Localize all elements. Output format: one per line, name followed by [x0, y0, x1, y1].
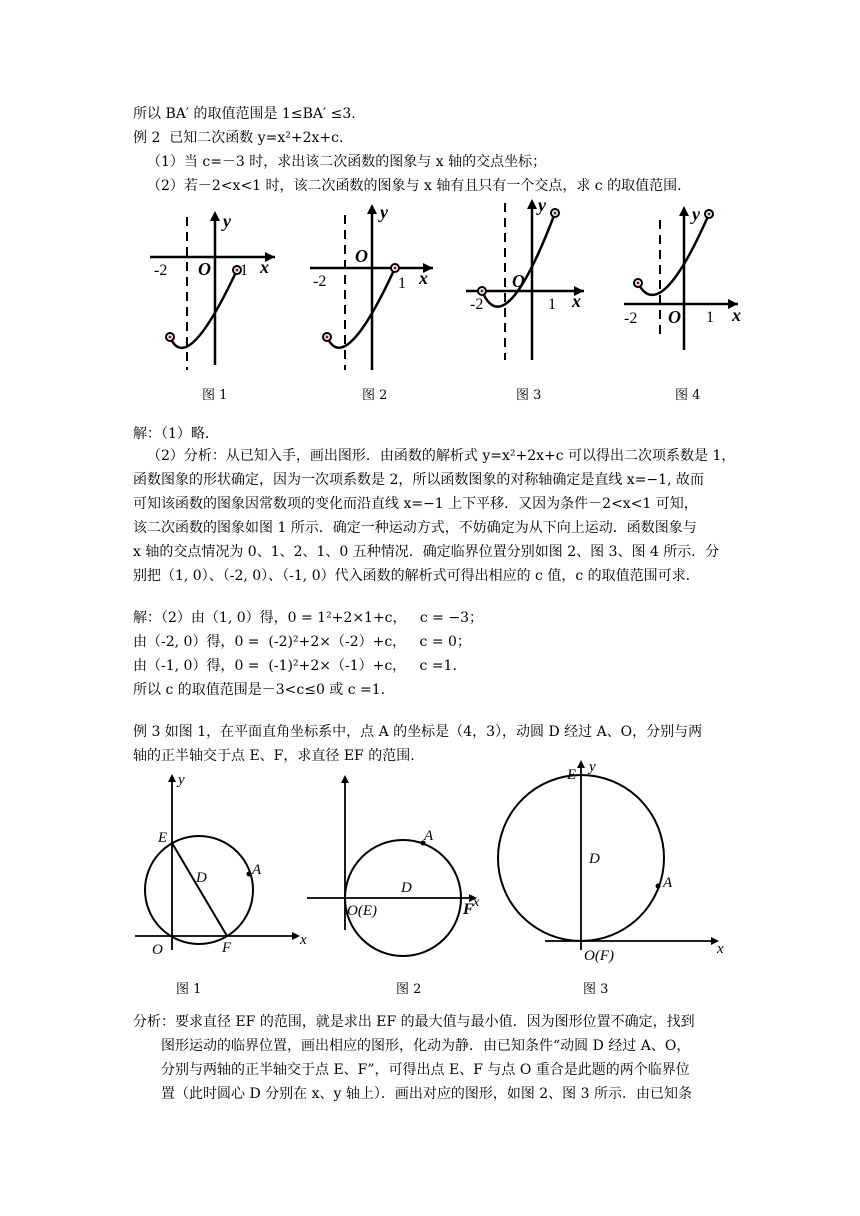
diameter-ef	[172, 843, 227, 936]
example2-question2: （2）若－2<x<1 时，该二次函数的图象与 x 轴有且只有一个交点，求 c 的取值范围.	[147, 178, 682, 194]
analysis2-line: 分别与两轴的正半轴交于点 E、F”，可得出点 E、F 与点 O 重合是此题的两个临界位	[161, 1062, 690, 1078]
label-x: x	[300, 932, 307, 948]
parabola-curve	[482, 213, 555, 307]
label-y: y	[178, 772, 185, 788]
parabola-curve	[638, 214, 709, 295]
label-d: D	[196, 870, 207, 886]
analysis-line: 该二次函数的图象如图 1 所示．确定一种运动方式，不妨确定为从下向上运动．函数图象与	[133, 520, 697, 536]
example3-line: 例 3 如图 1，在平面直角坐标系中，点 A 的坐标是（4，3），动圆 D 经过 A、O，分别与两	[133, 724, 703, 740]
label-o-f: O(F)	[584, 948, 614, 964]
analysis2-line: 置（此时圆心 D 分别在 x、y 轴上）．画出对应的图形，如图 2、图 3 所示．由已知条	[161, 1086, 692, 1102]
caption-fig4: 图 4	[675, 388, 701, 403]
caption-fig2: 图 2	[362, 388, 388, 403]
label-a: A	[663, 875, 673, 891]
label-one: 1	[548, 296, 556, 313]
label-d: D	[589, 851, 600, 867]
point-a	[656, 884, 661, 889]
label-y: y	[589, 759, 596, 775]
circle-figure-3	[495, 755, 725, 970]
label-minus2: -2	[313, 273, 327, 290]
label-e: E	[567, 767, 577, 783]
label-x: x	[717, 941, 724, 957]
label-y: y	[380, 202, 388, 222]
analysis-line: （2）分析：从已知入手，画出图形．由函数的解析式 y=x²+2x+c 可以得出二次项系数是 1，	[147, 448, 736, 464]
solution-conclusion: 所以 c 的取值范围是－3<c≤0 或 c =1.	[133, 682, 386, 698]
label-o: O	[152, 942, 163, 958]
analysis-line: 别把（1, 0）、（-2, 0）、（-1, 0）代入函数的解析式可得出相应的 c 值，c 的取值范围可求.	[133, 568, 691, 584]
label-minus2: -2	[470, 296, 484, 313]
caption-fig3: 图 3	[516, 388, 542, 403]
analysis-line: x 轴的交点情况为 0、1、2、1、0 五种情况．确定临界位置分别如图 2、图 3、图 4 所示．分	[133, 544, 720, 560]
parabola-figure-4	[620, 200, 760, 375]
label-minus2: -2	[624, 310, 638, 327]
example2-title: 例 2 已知二次函数 y=x²+2x+c.	[133, 130, 344, 146]
solution-line: 解：（2）由（1, 0）得，0 = 1²+2×1+c， c = −3；	[133, 610, 483, 626]
label-origin: O	[512, 271, 525, 291]
analysis2-line: 图形运动的临界位置，画出相应的图形，化动为静．由已知条件“动圆 D 经过 A、O，	[161, 1038, 691, 1054]
parabola-figure-2	[305, 200, 445, 375]
analysis-line: 可知该函数的图象因常数项的变化而沿直线 x=−1 上下平移．又因为条件－2<x<1 可知，	[133, 496, 698, 512]
label-y: y	[223, 211, 231, 231]
label-a: A	[424, 828, 434, 844]
analysis-line: 函数图象的形状确定，因为一次项系数是 2，所以函数图象的对称轴确定是直线 x=−1, 故而	[133, 472, 704, 488]
parabola-curve	[327, 268, 395, 348]
solution-part1: 解：（1）略.	[133, 426, 210, 442]
circle-figure-1	[130, 770, 310, 960]
label-o-e: O(E)	[347, 903, 377, 919]
caption-circle-fig2: 图 2	[396, 982, 422, 997]
label-one: 1	[398, 275, 406, 292]
parabola-curve	[170, 270, 237, 348]
label-a: A	[252, 862, 262, 878]
example3-line: 轴的正半轴交于点 E、F，求直径 EF 的范围.	[133, 748, 415, 764]
label-origin: O	[668, 307, 681, 327]
analysis2-line: 分析：要求直径 EF 的范围，就是求出 EF 的最大值与最小值．因为图形位置不确定，找到	[133, 1014, 695, 1030]
label-origin: O	[198, 259, 211, 279]
caption-fig1: 图 1	[202, 388, 228, 403]
caption-circle-fig1: 图 1	[176, 982, 202, 997]
label-x: x	[260, 257, 269, 277]
point-a	[247, 872, 252, 877]
label-d: D	[401, 880, 412, 896]
example2-question1: （1）当 c=－3 时，求出该二次函数的图象与 x 轴的交点坐标；	[147, 154, 547, 170]
label-x: x	[419, 268, 428, 288]
parabola-figure-1	[140, 205, 280, 380]
label-x: x	[473, 895, 480, 910]
label-minus2: -2	[154, 262, 168, 279]
label-one: 1	[240, 262, 248, 279]
parabola-figure-3	[462, 195, 602, 370]
label-y: y	[692, 204, 700, 224]
label-e: E	[158, 830, 168, 846]
caption-circle-fig3: 图 3	[583, 982, 609, 997]
label-one: 1	[706, 309, 714, 326]
label-origin: O	[355, 246, 368, 266]
solution-line: 由（-1, 0）得，0 = (-1)²+2×（-1）+c， c =1.	[133, 658, 457, 674]
label-x: x	[572, 291, 581, 311]
solution-line: 由（-2, 0）得，0 = (-2)²+2×（-2）+c， c = 0；	[133, 634, 471, 650]
label-x: x	[732, 305, 741, 325]
label-f: F	[463, 901, 474, 918]
label-y: y	[538, 195, 546, 215]
label-f: F	[222, 940, 232, 956]
circle-figure-2	[305, 770, 495, 960]
text-line-range-result: 所以 BA′ 的取值范围是 1≤BA′ ≤3.	[133, 106, 356, 122]
